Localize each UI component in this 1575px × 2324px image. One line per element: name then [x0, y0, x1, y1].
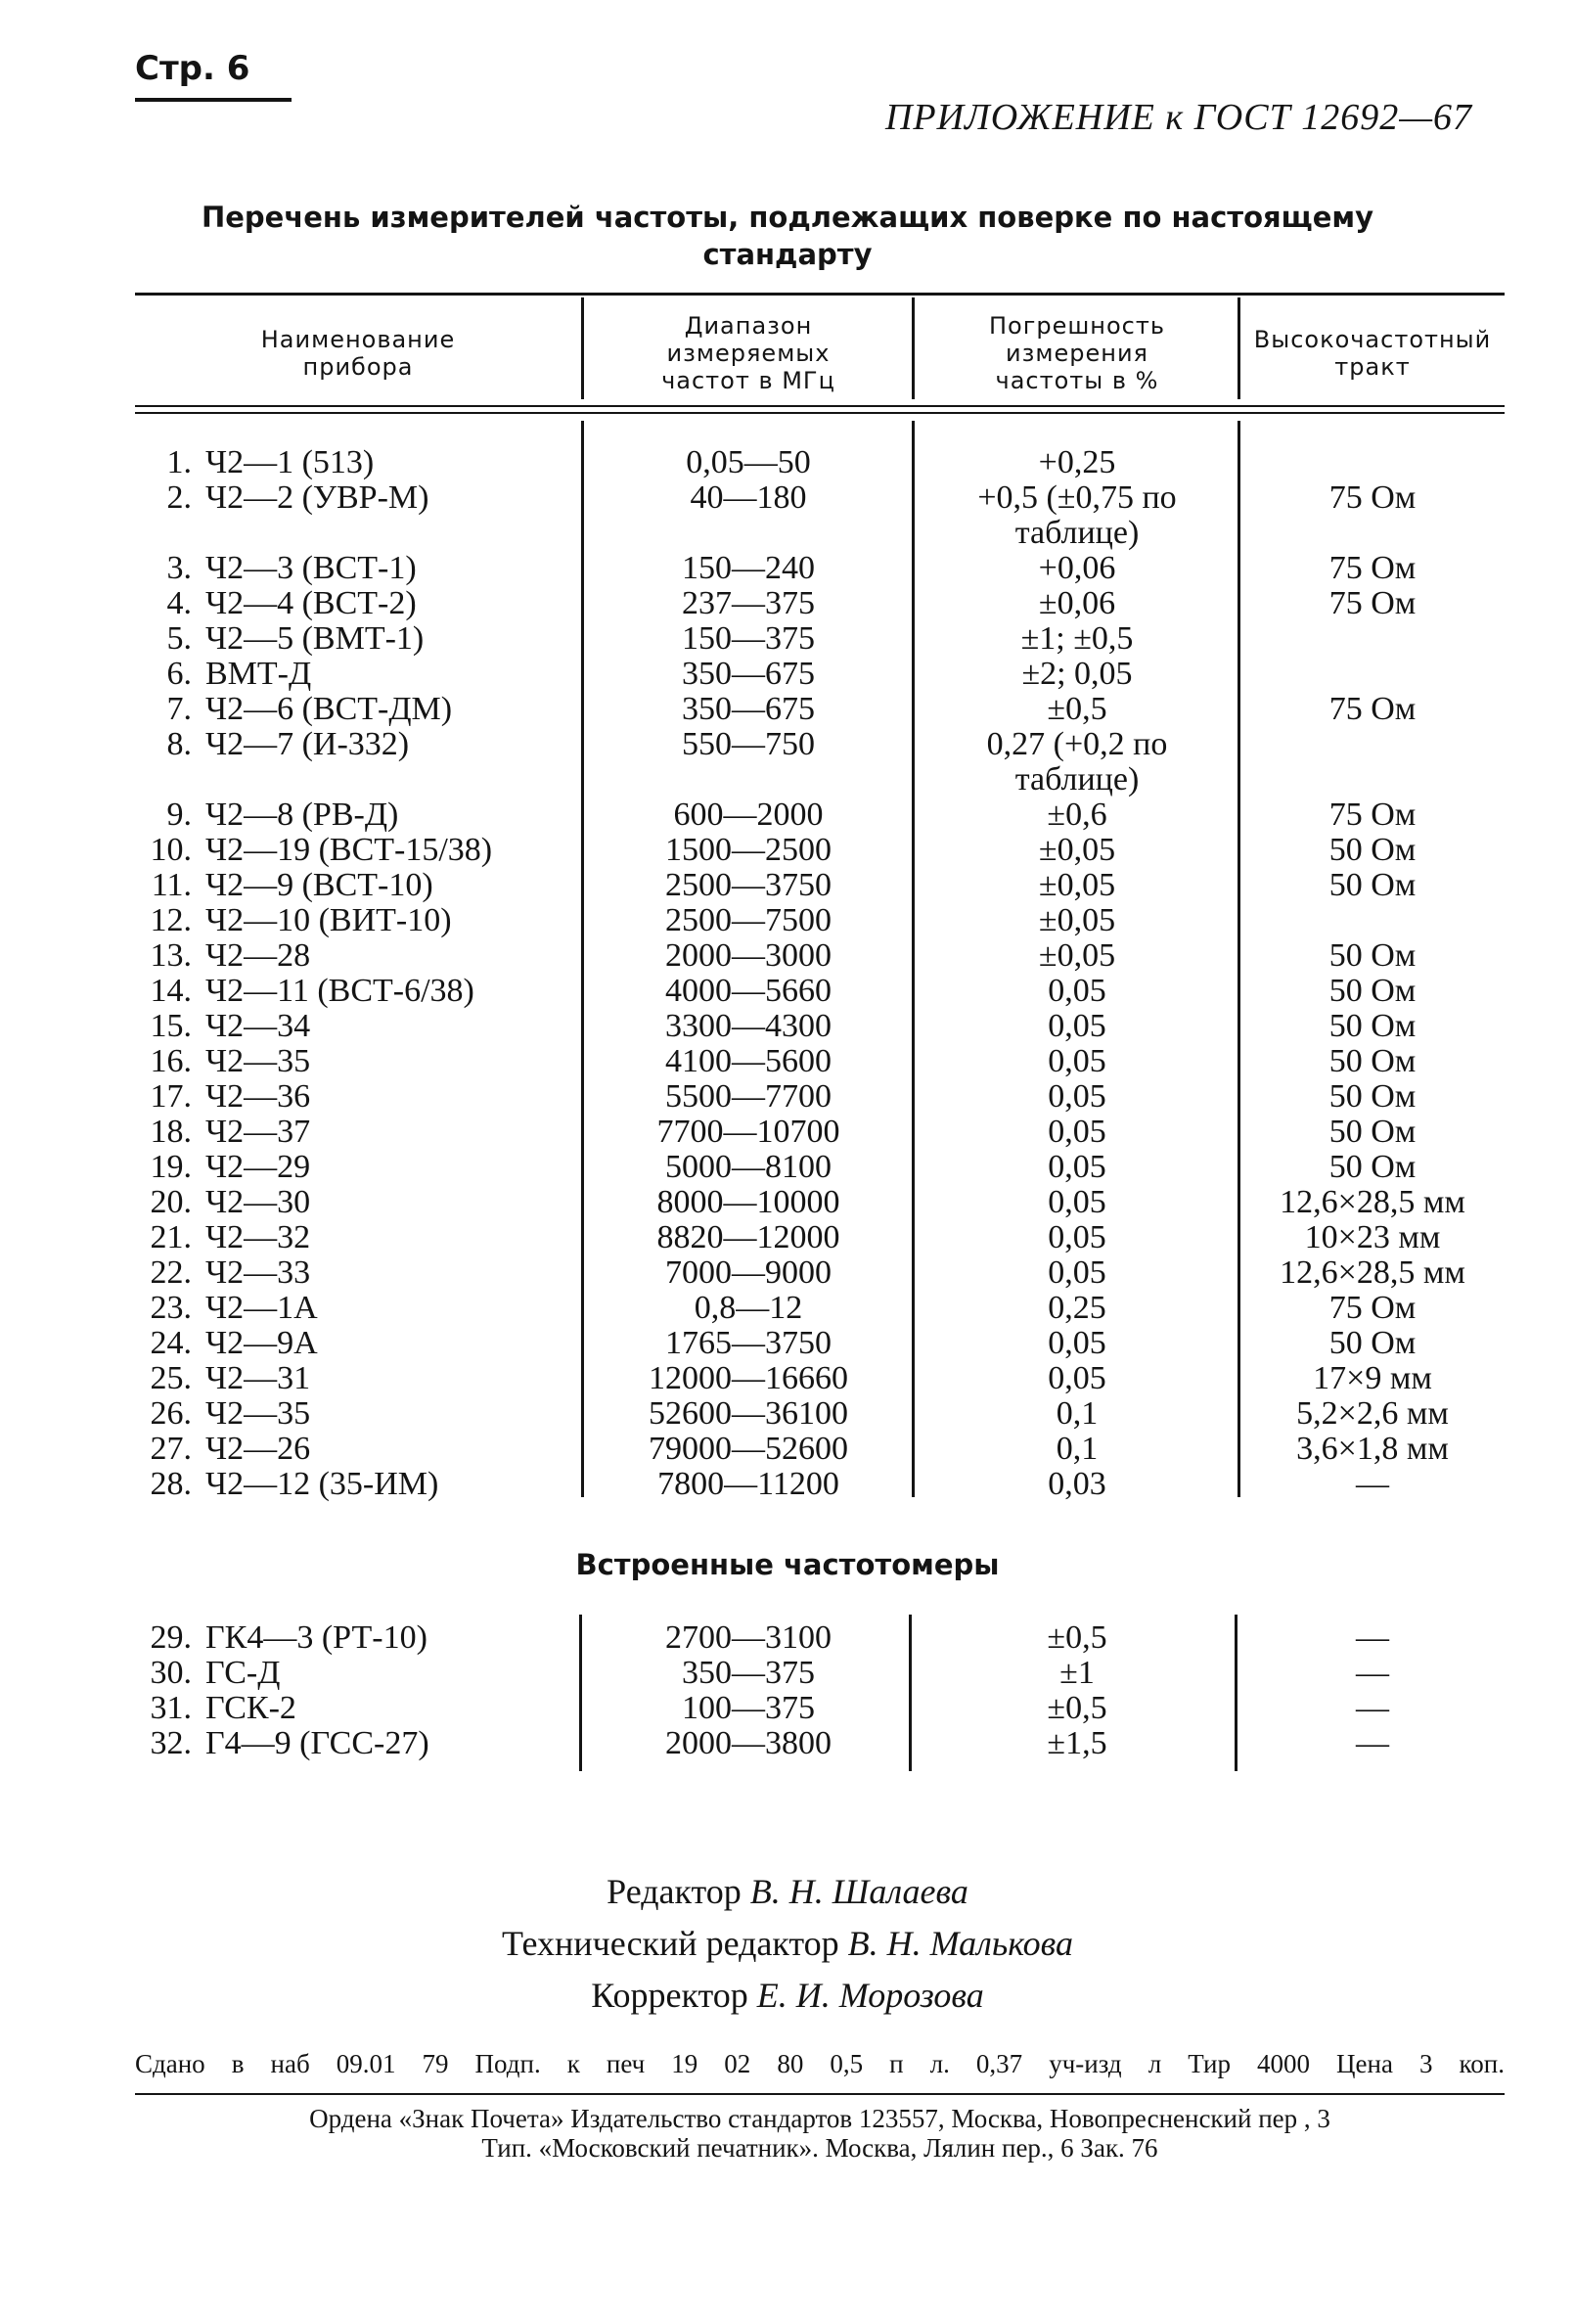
hf-tract: 75 Ом [1328, 479, 1417, 516]
row-number: 5. [166, 620, 192, 657]
row-number: 21. [150, 1219, 192, 1255]
row-number: 26. [150, 1395, 192, 1432]
row-number: 24. [150, 1325, 192, 1361]
hf-tract: 50 Ом [1328, 1008, 1417, 1044]
measurement-error: ±0,6 [1047, 797, 1107, 833]
hf-tract: 3,6×1,8 мм [1296, 1431, 1449, 1467]
credit-proofreader [0, 1975, 1575, 2016]
appendix-heading: ПРИЛОЖЕНИЕ к ГОСТ 12692—67 [884, 97, 1472, 138]
frequency-range: 7800—11200 [657, 1466, 839, 1502]
measurement-error: ±1; ±0,5 [1020, 620, 1134, 657]
table-row [0, 833, 1575, 868]
measurement-error: 0,05 [1048, 1184, 1106, 1220]
hf-tract: — [1356, 1655, 1389, 1691]
page-number-underline [135, 98, 292, 102]
hf-tract: 50 Ом [1328, 1043, 1417, 1079]
instrument-name: Ч2—35 [205, 1043, 311, 1079]
table-row [0, 692, 1575, 727]
table-row [0, 657, 1575, 692]
row-number: 14. [150, 973, 192, 1009]
row-number: 16. [150, 1043, 192, 1079]
table-row [0, 551, 1575, 586]
frequency-range: 7000—9000 [665, 1254, 832, 1291]
hf-tract: 50 Ом [1328, 867, 1417, 903]
frequency-range: 350—375 [682, 1655, 815, 1691]
instrument-name: Ч2—9 (ВСТ-10) [205, 867, 433, 903]
measurement-error: ±1 [1059, 1655, 1095, 1691]
frequency-range: 550—750 [682, 726, 815, 762]
page-number: Стр. 6 [135, 49, 250, 88]
measurement-error: +0,25 [1038, 444, 1116, 480]
table-row [0, 1326, 1575, 1361]
row-number: 28. [150, 1466, 192, 1502]
credit-editor [0, 1871, 1575, 1912]
hf-tract: 75 Ом [1328, 550, 1417, 586]
row-number: 31. [150, 1690, 192, 1726]
credit-role: Технический редактор [501, 1924, 839, 1963]
measurement-error: ±0,5 [1047, 1690, 1107, 1726]
instrument-name: Ч2—33 [205, 1254, 311, 1291]
measurement-error: 0,05 [1048, 1219, 1106, 1255]
measurement-error: 0,27 (+0,2 по таблице) [986, 726, 1168, 797]
frequency-range: 100—375 [682, 1690, 815, 1726]
table-row [0, 1115, 1575, 1150]
table-row [0, 1361, 1575, 1396]
instrument-name: Ч2—36 [205, 1078, 311, 1115]
header-divider-3 [1238, 297, 1240, 399]
frequency-range: 0,05—50 [686, 444, 811, 480]
table-row [0, 1220, 1575, 1255]
instrument-name: Ч2—1А [205, 1290, 318, 1326]
row-number: 19. [150, 1149, 192, 1185]
hf-tract: 10×23 мм [1304, 1219, 1441, 1255]
measurement-error: ±0,05 [1038, 937, 1116, 974]
hf-tract: 75 Ом [1328, 691, 1417, 727]
hf-tract: 50 Ом [1328, 1114, 1417, 1150]
table-row [0, 868, 1575, 903]
row-number: 10. [150, 832, 192, 868]
hf-tract: — [1356, 1619, 1389, 1656]
instrument-name: Ч2—32 [205, 1219, 311, 1255]
table-row [0, 727, 1575, 797]
table-row [0, 1291, 1575, 1326]
frequency-range: 0,8—12 [694, 1290, 803, 1326]
measurement-error: 0,05 [1048, 1008, 1106, 1044]
instrument-name: Ч2—34 [205, 1008, 311, 1044]
measurement-error: 0,05 [1048, 1325, 1106, 1361]
row-number: 13. [150, 937, 192, 974]
instrument-name: Ч2—1 (513) [205, 444, 375, 480]
header-divider-2 [912, 297, 915, 399]
measurement-error: +0,5 (±0,75 по таблице) [977, 479, 1177, 551]
instrument-name: Г4—9 (ГСС-27) [205, 1725, 429, 1761]
row-number: 1. [166, 444, 192, 480]
table-row [0, 1691, 1575, 1726]
instrument-name: ГСК-2 [205, 1690, 296, 1726]
measurement-error: 0,05 [1048, 1360, 1106, 1396]
credit-technical-editor [0, 1923, 1575, 1964]
row-number: 23. [150, 1290, 192, 1326]
row-number: 11. [151, 867, 192, 903]
table-row [0, 1044, 1575, 1079]
frequency-range: 2700—3100 [665, 1619, 832, 1656]
table-row [0, 586, 1575, 621]
column-header-error: Погрешность измерения частоты в % [989, 312, 1165, 394]
measurement-error: ±0,5 [1047, 1619, 1107, 1656]
measurement-error: 0,05 [1048, 1043, 1106, 1079]
frequency-range: 4000—5660 [665, 973, 832, 1009]
frequency-range: 2000—3000 [665, 937, 832, 974]
measurement-error: ±0,05 [1038, 832, 1116, 868]
measurement-error: 0,25 [1048, 1290, 1106, 1326]
frequency-range: 350—675 [682, 656, 815, 692]
row-number: 18. [150, 1114, 192, 1150]
instrument-name: Ч2—8 (РВ-Д) [205, 797, 399, 833]
table-row [0, 903, 1575, 938]
credit-person: В. Н. Шалаева [749, 1872, 968, 1911]
table-row [0, 1396, 1575, 1432]
row-number: 3. [166, 550, 192, 586]
measurement-error: 0,1 [1056, 1395, 1099, 1432]
instrument-name: Ч2—35 [205, 1395, 311, 1432]
table-row [0, 797, 1575, 833]
frequency-range: 4100—5600 [665, 1043, 832, 1079]
row-number: 22. [150, 1254, 192, 1291]
column-header-range: Диапазон измеряемых частот в МГц [661, 312, 835, 394]
table-title-line-1: Перечень измерителей частоты, подлежащих поверке по настоящему [201, 201, 1373, 234]
measurement-error: 0,05 [1048, 973, 1106, 1009]
row-number: 25. [150, 1360, 192, 1396]
frequency-range: 5000—8100 [665, 1149, 832, 1185]
hf-tract: 5,2×2,6 мм [1296, 1395, 1449, 1432]
instrument-name: Ч2—30 [205, 1184, 311, 1220]
measurement-error: +0,06 [1038, 550, 1116, 586]
row-number: 17. [150, 1078, 192, 1115]
measurement-error: ±0,05 [1038, 867, 1116, 903]
row-number: 30. [150, 1655, 192, 1691]
frequency-range: 8820—12000 [656, 1219, 840, 1255]
frequency-range: 12000—16660 [649, 1360, 848, 1396]
frequency-range: 2500—7500 [665, 902, 832, 938]
table-top-rule [135, 293, 1505, 296]
instrument-name: Ч2—7 (И-332) [205, 726, 410, 762]
table-row [0, 1009, 1575, 1044]
table-row [0, 1185, 1575, 1220]
measurement-error: 0,05 [1048, 1254, 1106, 1291]
frequency-range: 1765—3750 [665, 1325, 832, 1361]
hf-tract: 50 Ом [1328, 1149, 1417, 1185]
instrument-name: Ч2—4 (ВСТ-2) [205, 585, 417, 621]
frequency-range: 3300—4300 [665, 1008, 832, 1044]
measurement-error: 0,05 [1048, 1078, 1106, 1115]
instrument-name: Ч2—29 [205, 1149, 311, 1185]
instrument-name: Ч2—2 (УВР-М) [205, 479, 429, 516]
table-row [0, 1656, 1575, 1691]
credit-role: Корректор [591, 1976, 748, 2015]
instrument-name: Ч2—37 [205, 1114, 311, 1150]
instrument-name: ВМТ-Д [205, 656, 312, 692]
frequency-range: 5500—7700 [665, 1078, 832, 1115]
row-number: 9. [166, 797, 192, 833]
hf-tract: 50 Ом [1328, 1078, 1417, 1115]
publisher-line-2: Тип. «Московский печатник». Москва, Лялин пер., 6 Зак. 76 [481, 2133, 1158, 2163]
table-row [0, 1079, 1575, 1115]
hf-tract: 75 Ом [1328, 1290, 1417, 1326]
instrument-name: ГС-Д [205, 1655, 281, 1691]
frequency-range: 7700—10700 [656, 1114, 840, 1150]
hf-tract: 50 Ом [1328, 832, 1417, 868]
instrument-name: Ч2—19 (ВСТ-15/38) [205, 832, 493, 868]
row-number: 20. [150, 1184, 192, 1220]
measurement-error: ±0,06 [1038, 585, 1116, 621]
measurement-error: 0,05 [1048, 1149, 1106, 1185]
row-number: 6. [166, 656, 192, 692]
hf-tract: 50 Ом [1328, 973, 1417, 1009]
hf-tract: — [1356, 1466, 1389, 1502]
table-row [0, 621, 1575, 657]
hf-tract: 12,6×28,5 мм [1280, 1254, 1465, 1291]
measurement-error: 0,1 [1056, 1431, 1099, 1467]
row-number: 7. [166, 691, 192, 727]
hf-tract: 50 Ом [1328, 937, 1417, 974]
instrument-name: Ч2—6 (ВСТ-ДМ) [205, 691, 453, 727]
frequency-range: 8000—10000 [656, 1184, 840, 1220]
frequency-range: 150—375 [682, 620, 815, 657]
table-row [0, 1467, 1575, 1502]
instrument-name: Ч2—3 (ВСТ-1) [205, 550, 417, 586]
frequency-range: 2500—3750 [665, 867, 832, 903]
publisher-line-1: Ордена «Знак Почета» Издательство стандартов 123557, Москва, Новопресненский пер , 3 [309, 2104, 1330, 2133]
hf-tract: — [1356, 1725, 1389, 1761]
hf-tract: 75 Ом [1328, 585, 1417, 621]
frequency-range: 52600—36100 [649, 1395, 848, 1432]
imprint-rule [135, 2093, 1505, 2095]
frequency-range: 2000—3800 [665, 1725, 832, 1761]
table-title-line-2: стандарту [702, 238, 873, 271]
frequency-range: 350—675 [682, 691, 815, 727]
table-header-rule-b [135, 412, 1505, 414]
measurement-error: ±2; 0,05 [1021, 656, 1133, 692]
header-divider-1 [581, 297, 584, 399]
credit-person: В. Н. Малькова [847, 1924, 1074, 1963]
frequency-range: 1500—2500 [665, 832, 832, 868]
table-row [0, 1620, 1575, 1656]
row-number: 32. [150, 1725, 192, 1761]
measurement-error: ±0,5 [1047, 691, 1107, 727]
hf-tract: 75 Ом [1328, 797, 1417, 833]
measurement-error: ±1,5 [1047, 1725, 1107, 1761]
credit-person: Е. И. Морозова [756, 1976, 984, 2015]
builtin-section-title: Встроенные частотомеры [575, 1548, 1000, 1581]
frequency-range: 600—2000 [673, 797, 824, 833]
row-number: 12. [150, 902, 192, 938]
table-row [0, 938, 1575, 974]
table-row [0, 480, 1575, 551]
instrument-name: Ч2—5 (ВМТ-1) [205, 620, 425, 657]
instrument-name: Ч2—9А [205, 1325, 318, 1361]
frequency-range: 40—180 [690, 479, 807, 516]
row-number: 27. [150, 1431, 192, 1467]
table-row [0, 445, 1575, 480]
table-row [0, 974, 1575, 1009]
measurement-error: 0,03 [1048, 1466, 1106, 1502]
table-row [0, 1255, 1575, 1291]
instrument-name: Ч2—11 (ВСТ-6/38) [205, 973, 474, 1009]
credit-role: Редактор [607, 1872, 742, 1911]
instrument-name: Ч2—12 (35-ИМ) [205, 1466, 439, 1502]
row-number: 29. [150, 1619, 192, 1656]
hf-tract: 12,6×28,5 мм [1280, 1184, 1465, 1220]
instrument-name: Ч2—10 (ВИТ-10) [205, 902, 452, 938]
table-header-rule-a [135, 405, 1505, 407]
hf-tract: — [1356, 1690, 1389, 1726]
instrument-name: Ч2—31 [205, 1360, 311, 1396]
measurement-error: ±0,05 [1038, 902, 1116, 938]
row-number: 2. [166, 479, 192, 516]
table-row [0, 1726, 1575, 1761]
instrument-name: Ч2—26 [205, 1431, 311, 1467]
table-row [0, 1150, 1575, 1185]
frequency-range: 150—240 [682, 550, 815, 586]
row-number: 15. [150, 1008, 192, 1044]
hf-tract: 17×9 мм [1313, 1360, 1432, 1396]
measurement-error: 0,05 [1048, 1114, 1106, 1150]
column-header-tract: Высокочастотный тракт [1253, 326, 1492, 381]
frequency-range: 237—375 [682, 585, 815, 621]
print-imprint: Сдано в наб 09.01 79 Подп. к печ 19 02 80 0,5 п л. 0,37 уч-изд л Тир 4000 Цена 3 коп. [135, 2049, 1505, 2078]
hf-tract: 50 Ом [1328, 1325, 1417, 1361]
table-row [0, 1432, 1575, 1467]
column-header-name: Наименование прибора [260, 326, 456, 381]
instrument-name: Ч2—28 [205, 937, 311, 974]
row-number: 8. [166, 726, 192, 762]
frequency-range: 79000—52600 [649, 1431, 848, 1467]
instrument-name: ГК4—3 (РТ-10) [205, 1619, 428, 1656]
row-number: 4. [166, 585, 192, 621]
